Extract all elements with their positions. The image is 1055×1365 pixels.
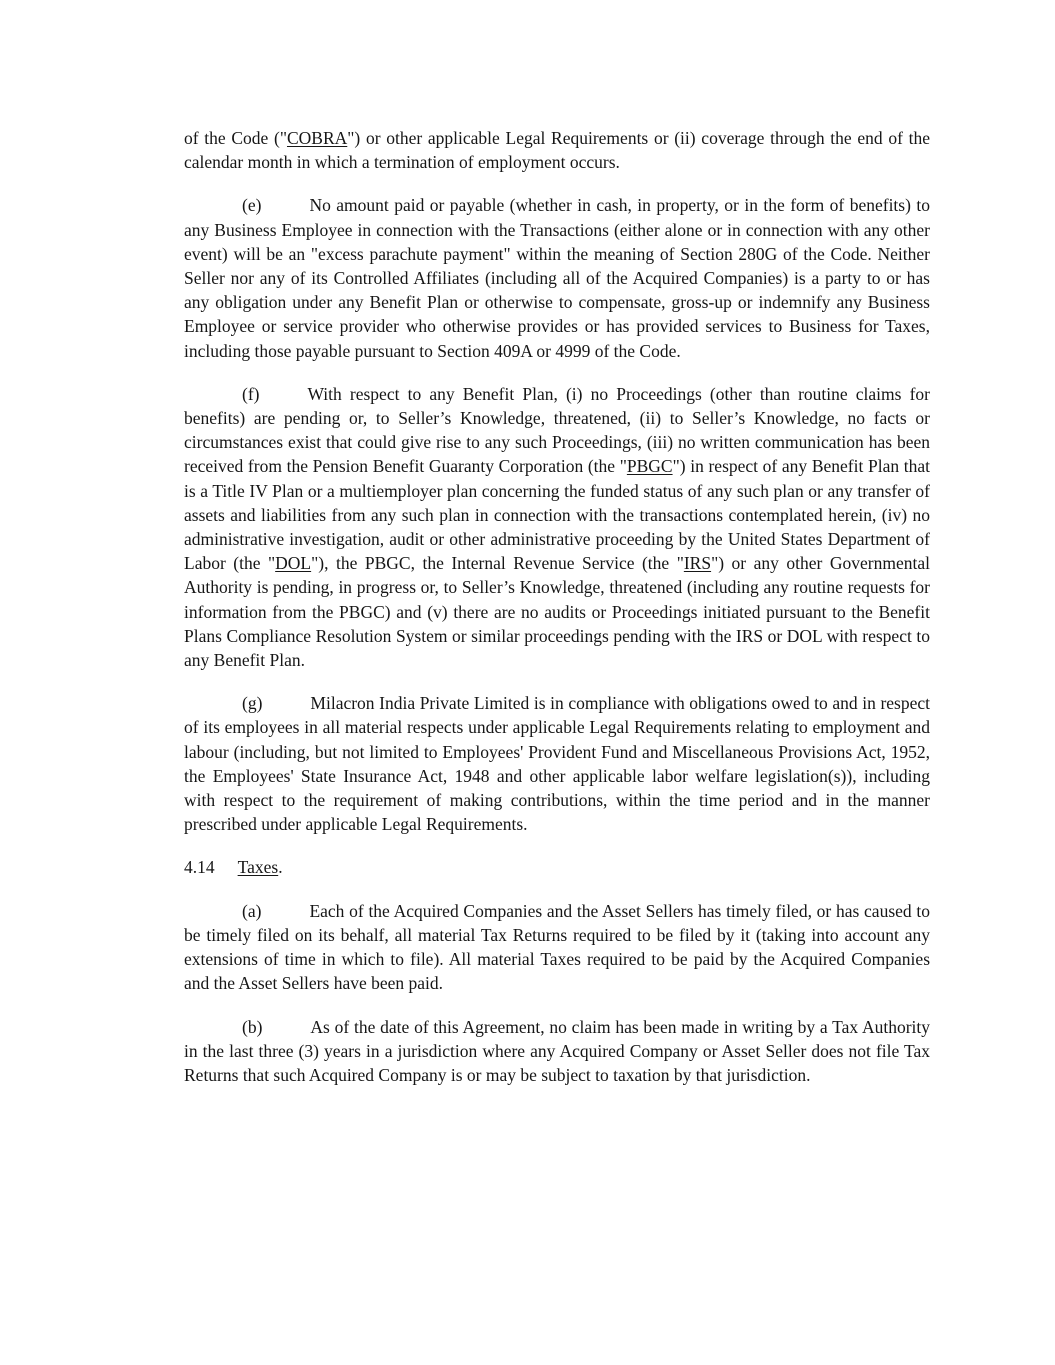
term-cobra: COBRA xyxy=(286,128,348,148)
section-number: 4.14 xyxy=(184,857,215,878)
cobra-post-text: ") or other applicable Legal Requirements or (ii) coverage through the end of the calendar month in which a termination of employment occurs. xyxy=(184,128,931,173)
paragraph-e-text: No amount paid or payable (whether in cash, in property, or in the form of benefits) to any Business Employee in connection with the Transactions (either alone or in connection with any other event) will be an "excess parachute payment" within the meaning of Section 280G of the Code. Neither Seller nor any of its Controlled Affiliates (including all of the Acquired Companies) is a party to or has any obligation under any Benefit Plan or otherwise to compensate, gross-up or indemnify any Business Employee or service provider who otherwise provides or has provided services to Business for Taxes, including those payable pursuant to Section 409A or 4999 of the Code. xyxy=(184,195,930,361)
section-heading-taxes xyxy=(184,855,930,879)
paragraph-f-text-4: ") or any other Governmental Authority is pending, in progress or, to Seller’s Knowledge, threatened (including any routine requests for information from the PBGC) and (v) there are no audits or Proceedings initiated pursuant to the Benefit Plans Compliance Resolution System or similar proceedings pending with the IRS or DOL with respect to any Benefit Plan. xyxy=(184,553,930,671)
section-title-taxes: Taxes xyxy=(237,857,279,878)
paragraph-f-label: (f) xyxy=(242,383,260,404)
paragraph-a-label: (a) xyxy=(242,900,262,921)
paragraph-b-label: (b) xyxy=(242,1016,263,1037)
term-irs: IRS xyxy=(683,553,712,574)
term-pbgc: PBGC xyxy=(626,456,673,477)
paragraph-e-label: (e) xyxy=(242,195,262,216)
paragraph-g-text: Milacron India Private Limited is in compliance with obligations owed to and in respect of its employees in all material respects under applicable Legal Requirements relating to employment and labour (including, but not limited to Employees' Provident Fund and Miscellaneous Provisions Act, 1952, the Employees' State Insurance Act, 1948 and other applicable labor welfare legislation(s)), including with respect to the requirement of making contributions, within the time period and in the manner prescribed under applicable Legal Requirements. xyxy=(184,693,930,835)
paragraph-b xyxy=(184,1015,930,1088)
cobra-pre-text: of the Code (" xyxy=(184,128,287,148)
paragraph-a-text: Each of the Acquired Companies and the Asset Sellers has timely filed, or has caused to be timely filed on its behalf, all material Tax Returns required to be filed by it (taking into account any extensions of time in which to file). All material Taxes required to be paid by the Acquired Companies and the Asset Sellers have been paid. xyxy=(184,900,930,994)
paragraph-b-text: As of the date of this Agreement, no claim has been made in writing by a Tax Authority in the last three (3) years in a jurisdiction where any Acquired Company or Asset Seller does not file Tax Returns that such Acquired Company is or may be subject to taxation by that jurisdiction. xyxy=(184,1016,930,1085)
paragraph-f xyxy=(184,382,930,672)
paragraph-f-text-3: "), the PBGC, the Internal Revenue Service (the " xyxy=(311,553,684,574)
paragraph-f-text-1: With respect to any Benefit Plan, (i) no Proceedings (other than routine claims for benefits) are pending or, to Seller’s Knowledge, threatened, (ii) to Seller’s Knowledge, no facts or circumstances exist that could give rise to any such Proceedings, (iii) no written communication has been received from the Pension Benefit Guaranty Corporation (the " xyxy=(184,383,930,477)
term-dol: DOL xyxy=(275,553,312,574)
paragraph-g-label: (g) xyxy=(242,693,263,714)
paragraph-f-text-2: ") in respect of any Benefit Plan that is a Title IV Plan or a multiemployer plan concerning the funded status of any such plan or any transfer of assets and liabilities from any such plan in connection with the transactions contemplated herein, (iv) no administrative investigation, audit or other administrative proceeding by the United States Department of Labor (the " xyxy=(184,456,930,574)
paragraph-a xyxy=(184,899,930,996)
paragraph-cobra-continuation xyxy=(184,126,930,174)
paragraph-g xyxy=(184,691,930,836)
paragraph-e xyxy=(184,193,930,362)
section-title-period: . xyxy=(278,857,283,878)
